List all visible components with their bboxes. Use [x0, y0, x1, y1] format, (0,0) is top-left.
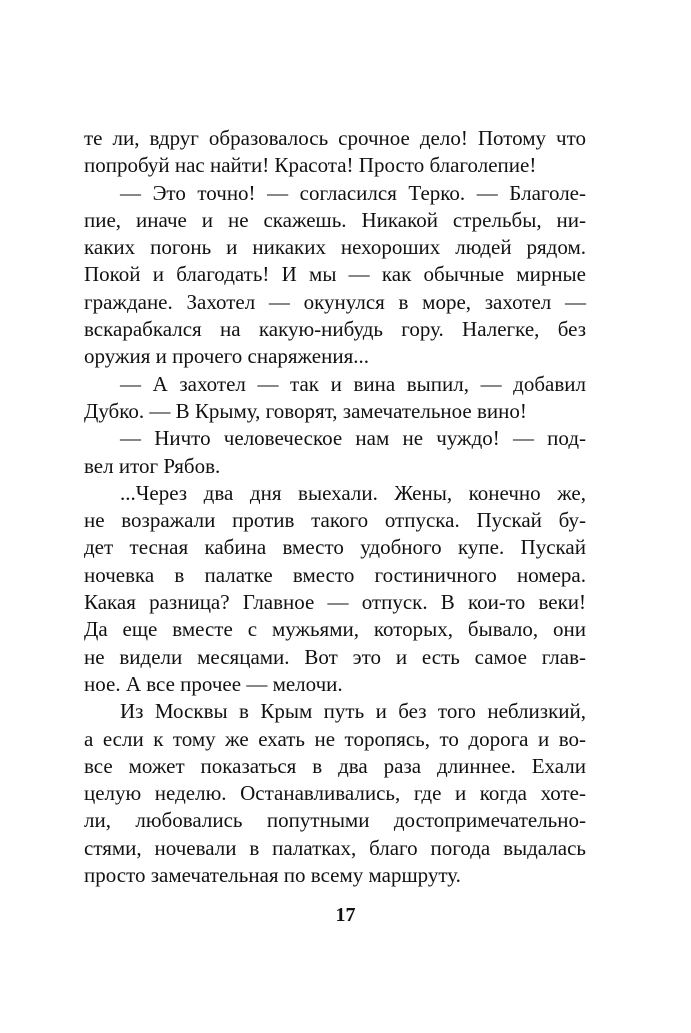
text-line: — Ничто человеческое нам не чуждо! — под- [120, 426, 586, 451]
text-line: дет тесная кабина вместо удобного купе. Пускай [84, 535, 586, 560]
text-line: оружия и прочего снаряжения... [84, 344, 369, 369]
text-line: стями, ночевали в палатках, благо погода выдалась [84, 835, 586, 860]
text-line: ное. А все прочее — мелочи. [84, 671, 343, 696]
page-number: 17 [335, 904, 356, 926]
text-line: ...Через два дня выехали. Жены, конечно же, [120, 480, 586, 505]
paragraph [84, 125, 586, 180]
paragraph [84, 698, 586, 889]
text-line: Покой и благодать! И мы — как обычные мирные [84, 262, 586, 287]
text-line: Какая разница? Главное — отпуск. В кои-то веки! [84, 590, 586, 615]
text-line: Да еще вместе с мужьями, которых, бывало, они [84, 617, 586, 642]
text-line: целую неделю. Останавливались, где и когда хоте- [84, 781, 586, 806]
text-line: ночевка в палатке вместо гостиничного номера. [84, 562, 586, 587]
text-line: вел итог Рябов. [84, 453, 221, 478]
text-line: — А захотел — так и вина выпил, — добавил [120, 371, 586, 396]
body-text [84, 125, 586, 889]
paragraph [84, 480, 586, 698]
text-line: не видели месяцами. Вот это и есть самое глав- [84, 644, 586, 669]
text-line: ли, любовались попутными достопримечательно- [84, 808, 586, 833]
paragraph [84, 425, 586, 480]
text-line: все может показаться в два раза длиннее. Ехали [84, 753, 586, 778]
text-line: а если к тому же ехать не торопясь, то дорога и во- [84, 726, 586, 751]
text-line: пие, иначе и не скажешь. Никакой стрельбы, ни- [84, 207, 586, 232]
text-line: просто замечательная по всему маршруту. [84, 863, 461, 888]
text-line: Дубко. — В Крыму, говорят, замечательное вино! [84, 398, 527, 423]
paragraph [84, 371, 586, 426]
text-line: вскарабкался на какую-нибудь гору. Налегке, без [84, 317, 586, 342]
paragraph [84, 180, 586, 371]
text-line: — Это точно! — согласился Терко. — Благоле- [120, 180, 586, 205]
text-line: попробуй нас найти! Красота! Просто благолепие! [84, 153, 537, 178]
text-line: Из Москвы в Крым путь и без того неблизкий, [120, 699, 586, 724]
text-line: граждане. Захотел — окунулся в море, захотел — [84, 289, 586, 314]
text-line: те ли, вдруг образовалось срочное дело! Потому что [84, 126, 586, 150]
text-line: не возражали против такого отпуска. Пускай бу- [84, 508, 586, 533]
text-line: каких погонь и никаких нехороших людей рядом. [84, 235, 586, 260]
